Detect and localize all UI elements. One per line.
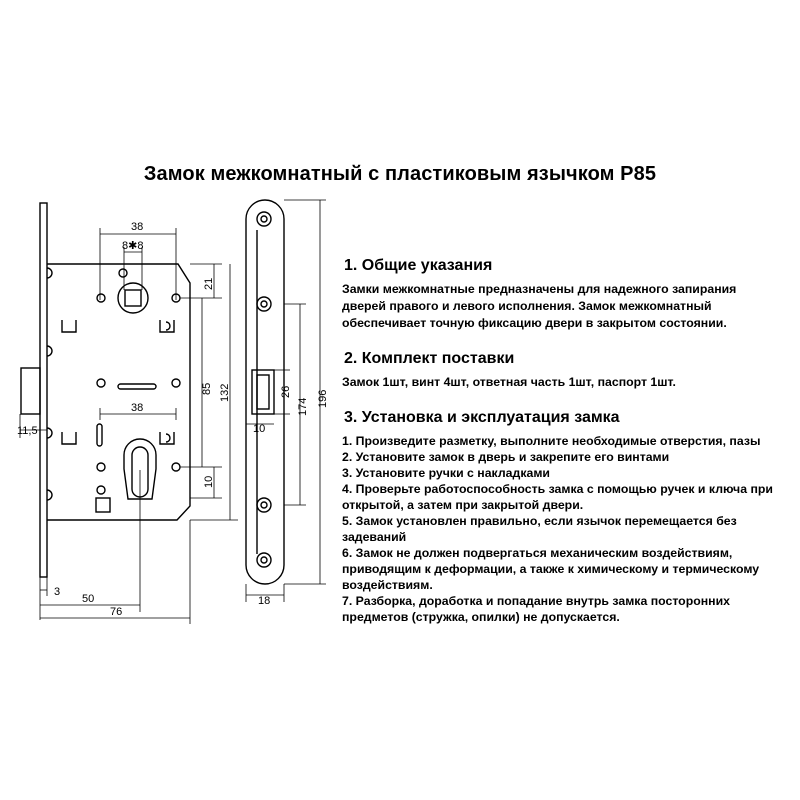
dim-3: 3	[54, 586, 61, 598]
list-item: 2. Установите замок в дверь и закрепите его винтами	[342, 450, 670, 464]
list-item: 4. Проверьте работоспособность замка с помощью ручек и ключа при открытой, а затем при закрытой двери.	[342, 482, 773, 512]
list-item: 6. Замок не должен подвергаться механическим воздействиям, приводящим к деформации, а также к химическому и термическому воздействиям.	[342, 546, 760, 592]
dim-11-5: 11,5	[17, 425, 38, 437]
dim-174: 174	[297, 397, 309, 416]
dim-38-top: 38	[131, 221, 144, 233]
section-heading: 2. Комплект поставки	[344, 350, 515, 367]
list-item: 1. Произведите разметку, выполните необходимые отверстия, пазы	[342, 434, 761, 448]
dim-38-mid: 38	[131, 402, 144, 414]
list-item: 5. Замок установлен правильно, если язычок перемещается без задеваний	[342, 514, 737, 544]
list-item: 3. Установите ручки с накладками	[342, 466, 550, 480]
lock-faceplate	[40, 203, 47, 577]
dim-26: 26	[280, 385, 292, 398]
dim-50: 50	[82, 593, 95, 605]
list-item: 7. Разборка, доработка и попадание внутрь замка посторонних предметов (стружка, опилки) не допускается.	[342, 594, 730, 624]
section-general	[342, 257, 782, 332]
section-heading: 1. Общие указания	[344, 257, 493, 274]
dim-196: 196	[317, 389, 329, 408]
dim-18: 18	[258, 595, 271, 607]
dim-10-right: 10	[203, 475, 215, 488]
dim-85: 85	[201, 382, 213, 395]
dim-21: 21	[203, 277, 215, 290]
spindle-square	[125, 290, 141, 306]
dim-132: 132	[219, 383, 231, 402]
dim-8x8: 8✱8	[122, 240, 144, 252]
page-title: Замок межкомнатный с пластиковым язычком Р85	[143, 163, 657, 185]
section-heading: 3. Установка и эксплуатация замка	[344, 409, 620, 426]
dim-10-strike: 10	[253, 423, 266, 435]
section-package	[342, 350, 782, 391]
latch-tongue	[21, 368, 40, 414]
section-installation	[342, 409, 782, 625]
instructions-block	[342, 257, 782, 643]
section-text: Замки межкомнатные предназначены для надежного запирания дверей правого и левого исполнения. Замок межкомнатный обеспечивает точную фиксацию двери в закрытом состоянии.	[342, 282, 737, 330]
dim-76: 76	[110, 606, 123, 618]
section-text: Замок 1шт, винт 4шт, ответная часть 1шт, паспорт 1шт.	[342, 375, 676, 389]
